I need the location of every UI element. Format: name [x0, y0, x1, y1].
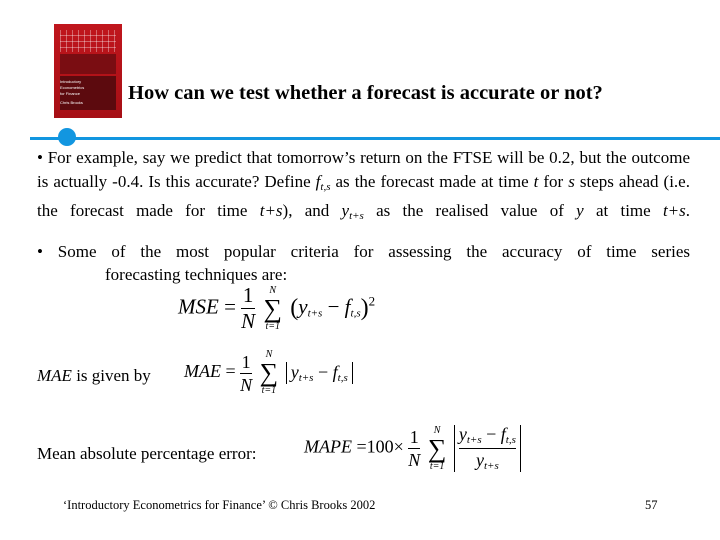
fraction-bar — [240, 373, 252, 374]
sum-upper-limit: N — [265, 349, 273, 360]
realised-subscript: t+s — [349, 210, 364, 223]
mae-label-text: is given by — [71, 366, 151, 385]
cover-title-line: Introductory — [60, 79, 82, 84]
bullet-1-text: • For example, say we predict that tomorrow’s return on the FTSE will be 0.2, but the outcome is actually -0.4. Is this accurate? Define — [37, 148, 690, 191]
f-symbol: f — [344, 294, 351, 319]
y-subscript: t+s — [298, 372, 314, 384]
time-plus-steps: t+s — [662, 201, 686, 221]
cover-author: Chris Brooks — [60, 100, 83, 105]
bullet-1 — [37, 146, 690, 229]
bullet-1-text: steps ahead (i.e. the forecast made for time — [37, 171, 690, 221]
realised-symbol: y — [341, 201, 350, 221]
sigma-symbol: ∑ — [259, 358, 279, 387]
equals-sign: = — [224, 294, 236, 319]
numerator: 1 — [241, 351, 251, 372]
cover-picture — [60, 54, 116, 74]
sigma-symbol: ∑ — [263, 293, 282, 323]
forecast-subscript: t,s — [320, 180, 331, 193]
mae-symbol: MAE — [184, 361, 221, 382]
sum-upper-limit: N — [433, 424, 441, 436]
fraction — [240, 353, 252, 394]
bullet-1-text: ), and — [282, 201, 342, 221]
cover-grid-pattern — [60, 30, 116, 52]
mape-label: Mean absolute percentage error: — [37, 444, 257, 463]
mae-label-symbol: MAE — [37, 366, 72, 385]
bullet-1-text: . — [685, 201, 691, 221]
y-symbol: y — [475, 450, 484, 470]
y-subscript: t+s — [483, 460, 499, 472]
summation — [428, 426, 447, 472]
bullet-1-text: for — [538, 171, 569, 191]
bullet-2-line-2: forecasting techniques are: — [105, 265, 288, 284]
y-subscript: t+s — [307, 307, 323, 320]
f-subscript: t,s — [337, 372, 348, 384]
ratio-denominator — [476, 451, 499, 472]
ratio-numerator — [459, 425, 516, 446]
f-symbol: f — [332, 362, 338, 382]
equals-sign: = — [225, 361, 236, 382]
open-paren: ( — [290, 295, 299, 321]
f-symbol: f — [500, 424, 506, 444]
sum-lower-limit: t=1 — [429, 460, 445, 472]
bullet-1-text: at time — [583, 201, 663, 221]
mae-formula — [184, 350, 353, 396]
summation — [260, 350, 279, 396]
mae-label — [37, 366, 151, 386]
summation — [263, 286, 282, 332]
y-symbol: y — [298, 294, 308, 319]
realised-symbol: y — [576, 201, 584, 221]
time-symbol: t — [533, 171, 539, 191]
book-cover-image — [54, 24, 122, 118]
y-symbol: y — [458, 424, 467, 444]
minus-sign: − — [327, 294, 340, 319]
denominator: N — [408, 450, 421, 470]
footer-citation: ‘Introductory Econometrics for Finance’ © Chris Brooks 2002 — [63, 498, 376, 512]
fraction — [241, 285, 255, 332]
bullet-2 — [37, 240, 690, 286]
slide-title: How can we test whether a forecast is accurate or not? — [128, 82, 603, 104]
mape-formula — [304, 425, 521, 472]
bullet-2-line-1: • Some of the most popular criteria for assessing the accuracy of time series — [37, 242, 690, 261]
title-divider — [30, 137, 720, 140]
cover-title-line: for Finance — [60, 91, 81, 96]
exponent: 2 — [368, 293, 376, 309]
forecast-symbol: f — [315, 171, 321, 191]
absolute-value — [454, 425, 521, 472]
sum-upper-limit: N — [269, 284, 277, 296]
f-subscript: t,s — [350, 307, 361, 320]
ratio-fraction — [459, 425, 516, 472]
page-number: 57 — [645, 498, 658, 512]
mape-symbol: MAPE — [304, 436, 352, 457]
bullet-1-text: as the forecast made at time — [330, 171, 534, 191]
sigma-symbol: ∑ — [427, 433, 447, 463]
bullet-1-text: as the realised value of — [363, 201, 577, 221]
denominator: N — [240, 374, 253, 395]
y-symbol: y — [290, 362, 299, 382]
time-plus-steps: t+s — [259, 201, 283, 221]
minus-sign: − — [317, 362, 329, 382]
y-subscript: t+s — [466, 434, 482, 446]
numerator: 1 — [242, 283, 254, 307]
sum-lower-limit: t=1 — [261, 385, 277, 396]
close-paren: ) — [360, 295, 369, 321]
cover-title-line: Econometrics — [60, 85, 85, 90]
equals-times-100: =100× — [356, 436, 404, 457]
f-subscript: t,s — [505, 434, 516, 446]
fraction-bar — [408, 448, 420, 449]
absolute-value — [286, 362, 353, 384]
numerator: 1 — [409, 427, 419, 447]
mse-symbol: MSE — [178, 294, 219, 319]
fraction — [408, 428, 420, 469]
denominator: N — [241, 309, 256, 333]
fraction-bar — [459, 448, 516, 449]
steps-symbol: s — [568, 171, 575, 191]
sum-lower-limit: t=1 — [265, 320, 280, 332]
mse-formula — [178, 285, 375, 332]
minus-sign: − — [486, 424, 497, 444]
